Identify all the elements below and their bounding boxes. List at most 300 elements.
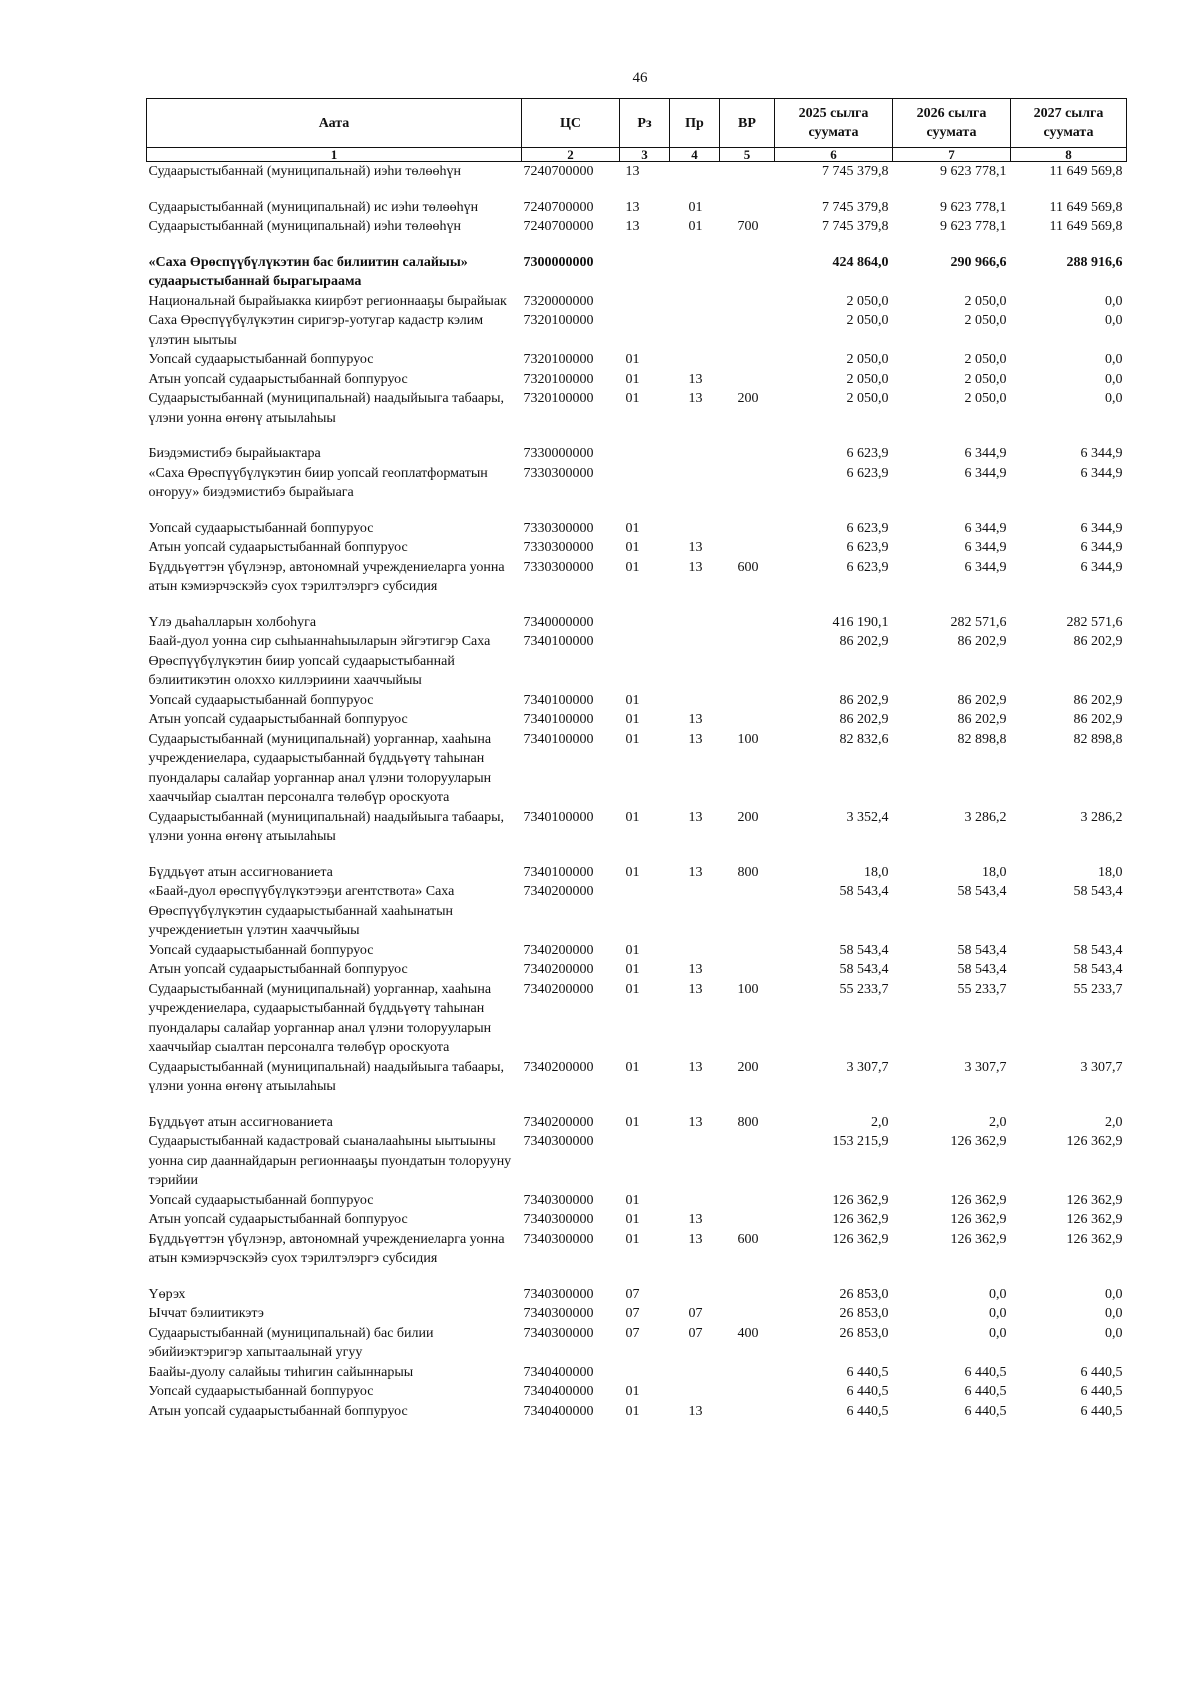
header-name: Аата [147,99,522,148]
row-name: Уопсай судаарыстыбаннай боппуруос [148,692,374,708]
row-spacer-cell [147,847,1127,863]
row-amount-2026: 6 344,9 [964,446,1007,461]
table-row [147,1363,1127,1383]
row-name: Судаарыстыбаннай (муниципальнай) иэһи төлөөһүн [148,219,461,234]
table-row [147,292,1127,312]
row-amount-2025: 7 745 379,8 [822,219,889,234]
row-name: Судаарыстыбаннай (муниципальнай) наадыйыыга табаары, үлэни уонна өҥөнү атыылаһыы [148,391,505,426]
row-name: Үлэ дьаһалларын холбоһуга [148,614,317,630]
row-amount-2026: 6 344,9 [964,520,1007,536]
row-cs-code: 7320000000 [523,293,594,309]
row-cs-code: 7340200000 [523,962,594,977]
row-amount-2026: 9 623 778,1 [940,219,1007,234]
row-name: Уопсай судаарыстыбаннай боппуруос [148,942,374,958]
row-rz-code [620,292,670,312]
row-amount-2026: 126 362,9 [950,1212,1007,1227]
row-name: Судаарыстыбаннай (муниципальнай) наадыйыыга табаары, үлэни уонна өҥөнү атыылаһыы [148,1059,505,1094]
row-amount-2025: 2 050,0 [846,391,889,406]
row-cs-code: 7340400000 [523,1403,594,1419]
row-cs-code: 7330300000 [523,520,594,536]
row-rz-code: 01 [625,1403,640,1419]
row-amount-2025: 26 853,0 [839,1286,889,1302]
row-pr-code [670,350,720,370]
row-name: Атын уопсай судаарыстыбаннай боппуруос [148,371,408,387]
row-rz-code: 01 [625,962,640,977]
row-spacer-cell [147,237,1127,253]
table-row [147,1113,1127,1133]
row-cs-code: 7340100000 [523,634,594,649]
row-amount-2026: 0,0 [989,1325,1007,1341]
row-vr-code: 400 [737,1325,759,1341]
row-rz-code: 07 [625,1325,640,1341]
row-amount-2026: 9 623 778,1 [940,164,1007,179]
table-row [147,444,1127,464]
row-amount-2026: 86 202,9 [957,634,1007,649]
column-number: 1 [147,148,522,162]
table-row [147,1058,1127,1097]
row-amount-2026: 58 543,4 [957,884,1007,899]
table-row [147,217,1127,237]
row-amount-2026: 58 543,4 [957,942,1007,958]
table-row [147,311,1127,350]
row-amount-2026: 86 202,9 [957,692,1007,708]
row-rz-code [620,613,670,633]
table-row [147,1402,1127,1422]
row-amount-2025: 126 362,9 [832,1231,889,1247]
row-amount-2025: 6 440,5 [846,1403,889,1419]
row-pr-code [670,691,720,711]
row-amount-2025: 6 623,9 [846,465,889,481]
row-rz-code: 01 [625,540,640,555]
row-cs-code: 7240700000 [523,219,594,234]
row-name: Национальнай бырайыакка киирбэт регионнааҕы бырайыак [148,293,507,309]
row-vr-code [720,1304,775,1324]
row-amount-2026: 0,0 [989,1286,1007,1302]
row-cs-code: 7320100000 [523,391,594,406]
table-row [147,941,1127,961]
table-row [147,960,1127,980]
row-pr-code [670,311,720,350]
row-amount-2025: 126 362,9 [832,1192,889,1208]
row-amount-2026: 6 440,5 [964,1403,1007,1419]
row-amount-2026: 2 050,0 [964,293,1007,309]
column-number: 6 [775,148,893,162]
row-name: Атын уопсай судаарыстыбаннай боппуруос [148,1403,408,1419]
row-amount-2027: 6 440,5 [1080,1364,1123,1380]
row-amount-2025: 126 362,9 [832,1212,889,1227]
table-row [147,1324,1127,1363]
row-vr-code: 200 [737,809,759,825]
header-2027: 2027 сылга суумата [1011,99,1127,148]
row-rz-code: 01 [625,520,640,536]
row-vr-code: 800 [737,1114,759,1130]
row-rz-code [620,253,670,292]
row-name: «Баай-дуол өрөспүүбүлүкэтээҕи агентствота» Саха Өрөспүүбүлүкэтин судаарыстыбаннай хааһынатын учреждениетын үлэтин хааччыйыы [148,884,455,938]
row-vr-code: 700 [737,219,759,234]
row-amount-2026: 2,0 [989,1114,1007,1130]
row-amount-2026: 126 362,9 [950,1192,1007,1208]
row-pr-code: 13 [688,809,703,825]
row-cs-code: 7340100000 [523,692,594,708]
row-name: Атын уопсай судаарыстыбаннай боппуруос [148,712,408,727]
row-rz-code: 01 [625,559,640,575]
row-pr-code: 13 [688,391,703,406]
table-row [147,370,1127,390]
row-name: Судаарыстыбаннай (муниципальнай) уорганнар, хааһына учреждениелара, судаарыстыбаннай бүддьүөтү таһынан пуондалары салайар уорганнар анал үлэни толорууларын хааччыйар сыалтан персоналга төлөбүр ороскуота [148,731,492,805]
row-pr-code: 07 [688,1306,703,1321]
row-cs-code: 7340100000 [523,712,594,727]
row-rz-code [620,444,670,464]
row-pr-code: 13 [688,1403,703,1419]
row-amount-2025: 58 543,4 [839,884,889,899]
row-spacer-cell [147,503,1127,519]
row-amount-2025: 18,0 [864,864,889,880]
row-cs-code: 7340200000 [523,884,594,899]
row-pr-code: 13 [688,981,703,997]
row-vr-code [720,710,775,730]
row-name: Уопсай судаарыстыбаннай боппуруос [148,1384,374,1399]
row-pr-code [670,519,720,539]
row-name: Бүддьүөт атын ассигнованиета [148,864,333,880]
row-amount-2025: 3 307,7 [846,1059,889,1075]
row-cs-code: 7340300000 [523,1286,594,1302]
row-pr-code [670,1132,720,1191]
header-rz: Рз [620,99,670,148]
row-amount-2026: 290 966,6 [950,254,1007,270]
row-vr-code [720,941,775,961]
row-amount-2025: 6 623,9 [846,446,889,461]
row-amount-2027: 6 344,9 [1080,520,1123,536]
row-cs-code: 7340100000 [523,731,594,747]
table-row [147,389,1127,428]
row-rz-code: 01 [625,981,640,997]
row-rz-code: 01 [625,809,640,825]
row-cs-code: 7340300000 [523,1306,594,1321]
row-spacer [147,503,1127,519]
row-amount-2025: 86 202,9 [839,634,889,649]
row-cs-code: 7340300000 [523,1192,594,1208]
budget-table [146,98,1127,1421]
row-amount-2027: 82 898,8 [1073,731,1123,747]
table-row [147,613,1127,633]
row-amount-2027: 86 202,9 [1073,692,1123,708]
row-pr-code [670,941,720,961]
row-name: Атын уопсай судаарыстыбаннай боппуруос [148,1212,408,1227]
row-name: Биэдэмистибэ бырайыактара [148,446,321,461]
row-spacer-cell [147,1269,1127,1285]
row-amount-2027: 0,0 [1105,293,1123,309]
row-rz-code: 01 [625,1114,640,1130]
row-amount-2027: 126 362,9 [1066,1192,1123,1208]
row-vr-code: 200 [737,391,759,406]
row-vr-code [720,350,775,370]
row-amount-2026: 6 440,5 [964,1364,1007,1380]
row-vr-code [720,370,775,390]
row-amount-2025: 58 543,4 [839,942,889,958]
row-spacer-cell [147,428,1127,444]
table-header [147,99,1127,162]
row-name: Баайы-дуолу салайыы тиһигин сайыннарыы [148,1364,414,1380]
row-amount-2025: 6 623,9 [846,540,889,555]
row-vr-code: 800 [737,864,759,880]
row-spacer [147,1269,1127,1285]
row-name: «Саха Өрөспүүбүлүкэтин биир уопсай геоплатформатын оҥоруу» биэдэмистибэ бырайыага [148,465,488,500]
table-row [147,691,1127,711]
row-amount-2025: 6 623,9 [846,559,889,575]
row-amount-2025: 153 215,9 [832,1134,889,1149]
table-row [147,350,1127,370]
row-amount-2027: 0,0 [1105,1325,1123,1341]
row-pr-code: 13 [688,864,703,880]
header-cs: ЦС [522,99,620,148]
table-row [147,162,1127,182]
row-rz-code: 01 [625,864,640,880]
row-amount-2025: 6 623,9 [846,520,889,536]
row-vr-code [720,691,775,711]
table-row [147,253,1127,292]
row-pr-code [670,444,720,464]
row-name: Судаарыстыбаннай (муниципальнай) ис иэһи төлөөһүн [148,199,479,215]
row-amount-2027: 86 202,9 [1073,634,1123,649]
table-row [147,863,1127,883]
row-amount-2025: 86 202,9 [839,712,889,727]
row-amount-2027: 55 233,7 [1073,981,1123,997]
row-vr-code: 600 [737,559,759,575]
row-cs-code: 7330300000 [523,559,594,575]
row-vr-code [720,1191,775,1211]
row-name: Атын уопсай судаарыстыбаннай боппуруос [148,540,408,555]
row-pr-code [670,162,720,182]
row-rz-code: 07 [625,1306,640,1321]
row-cs-code: 7340100000 [523,809,594,825]
table-row [147,1382,1127,1402]
row-name: «Саха Өрөспүүбүлүкэтин бас билиитин салайыы» судаарыстыбаннай бырагыраама [148,254,468,289]
row-pr-code [670,292,720,312]
row-amount-2026: 86 202,9 [957,712,1007,727]
row-amount-2025: 26 853,0 [839,1306,889,1321]
row-name: Судаарыстыбаннай (муниципальнай) иэһи төлөөһүн [148,164,461,179]
row-pr-code: 13 [688,1212,703,1227]
row-cs-code: 7330300000 [523,540,594,555]
row-rz-code [620,882,670,941]
column-number: 3 [620,148,670,162]
row-vr-code [720,162,775,182]
row-cs-code: 7340300000 [523,1134,594,1149]
table-row [147,519,1127,539]
row-amount-2026: 282 571,6 [950,614,1007,630]
row-amount-2025: 55 233,7 [839,981,889,997]
row-cs-code: 7340400000 [523,1384,594,1399]
row-pr-code [670,1191,720,1211]
row-amount-2025: 2,0 [871,1114,889,1130]
row-amount-2027: 6 440,5 [1080,1403,1123,1419]
row-rz-code: 01 [625,942,640,958]
row-cs-code: 7340300000 [523,1231,594,1247]
row-cs-code: 7340200000 [523,1114,594,1130]
row-amount-2026: 3 286,2 [964,809,1007,825]
row-spacer [147,237,1127,253]
row-name: Үөрэх [148,1286,186,1302]
row-rz-code [620,632,670,691]
row-pr-code: 13 [688,540,703,555]
row-amount-2025: 424 864,0 [832,254,889,270]
row-pr-code [670,1382,720,1402]
row-pr-code [670,464,720,503]
row-amount-2027: 2,0 [1105,1114,1123,1130]
header-2025: 2025 сылга суумата [775,99,893,148]
row-vr-code [720,1132,775,1191]
row-name: Уопсай судаарыстыбаннай боппуруос [148,1192,374,1208]
row-pr-code: 07 [688,1325,703,1341]
row-rz-code: 01 [625,352,640,367]
row-vr-code [720,1285,775,1305]
table-row [147,1230,1127,1269]
row-rz-code [620,464,670,503]
row-amount-2027: 6 344,9 [1080,465,1123,481]
row-amount-2025: 416 190,1 [832,614,889,630]
row-name: Судаарыстыбаннай (муниципальнай) уорганнар, хааһына учреждениелара, судаарыстыбаннай бүддьүөтү таһынан пуондалары салайар уорганнар анал үлэни толорууларын хааччыйар сыалтан персоналга төлөбүр ороскуота [148,981,492,1055]
row-spacer [147,847,1127,863]
row-vr-code [720,519,775,539]
row-amount-2027: 6 440,5 [1080,1384,1123,1399]
row-amount-2025: 2 050,0 [846,293,889,309]
row-amount-2025: 6 440,5 [846,1384,889,1399]
row-amount-2027: 0,0 [1105,371,1123,387]
row-amount-2027: 282 571,6 [1066,614,1123,630]
table-row [147,730,1127,808]
row-amount-2027: 3 307,7 [1080,1059,1123,1075]
column-number: 2 [522,148,620,162]
row-name: Бүддьүөт атын ассигнованиета [148,1114,333,1130]
row-spacer [147,428,1127,444]
row-name: Бүддьүөттэн үбүлэнэр, автономнай учреждениеларга уонна атын кэмиэрчэскэйэ суох тэрилтэлэргэ субсидия [148,1231,505,1266]
header-2026: 2026 сылга суумата [893,99,1011,148]
row-spacer-cell [147,1097,1127,1113]
row-cs-code: 7340300000 [523,1325,594,1341]
row-rz-code: 13 [625,199,640,215]
column-number: 4 [670,148,720,162]
row-amount-2025: 58 543,4 [839,962,889,977]
row-amount-2025: 82 832,6 [839,731,889,747]
row-name: Судаарыстыбаннай (муниципальнай) наадыйыыга табаары, үлэни уонна өҥөнү атыылаһыы [148,809,505,844]
row-cs-code: 7340100000 [523,864,594,880]
row-amount-2026: 126 362,9 [950,1231,1007,1247]
row-rz-code [620,1132,670,1191]
row-amount-2025: 6 440,5 [846,1364,889,1380]
row-amount-2025: 3 352,4 [846,809,889,825]
row-vr-code [720,882,775,941]
row-cs-code: 7330300000 [523,465,594,481]
row-amount-2027: 11 649 569,8 [1049,164,1123,179]
row-vr-code: 100 [737,731,759,747]
row-amount-2026: 2 050,0 [964,352,1007,367]
row-pr-code: 13 [688,559,703,575]
row-cs-code: 7330000000 [523,446,594,461]
row-amount-2026: 3 307,7 [964,1059,1007,1075]
row-vr-code [720,292,775,312]
row-vr-code [720,444,775,464]
row-amount-2026: 2 050,0 [964,371,1007,387]
row-amount-2026: 2 050,0 [964,313,1007,328]
row-vr-code [720,1402,775,1422]
column-number: 8 [1011,148,1127,162]
row-name: Судаарыстыбаннай (муниципальнай) бас билии эбийиэктэригэр хапытаалынай угуу [148,1325,434,1360]
row-amount-2027: 11 649 569,8 [1049,219,1123,234]
row-rz-code: 01 [625,1059,640,1075]
row-amount-2027: 86 202,9 [1073,712,1123,727]
row-name: Уопсай судаарыстыбаннай боппуруос [148,520,374,536]
row-spacer [147,1097,1127,1113]
row-amount-2025: 7 745 379,8 [822,199,889,215]
row-amount-2027: 18,0 [1098,864,1123,880]
row-rz-code: 01 [625,692,640,708]
row-name: Саха Өрөспүүбүлүкэтин сиригэр-уотугар кадастр кэлим үлэтин ыытыы [148,313,484,348]
row-cs-code: 7240700000 [523,164,594,179]
row-amount-2027: 58 543,4 [1073,962,1123,977]
row-amount-2026: 55 233,7 [957,981,1007,997]
column-number: 5 [720,148,775,162]
column-number: 7 [893,148,1011,162]
row-rz-code: 07 [625,1286,640,1302]
row-amount-2027: 126 362,9 [1066,1231,1123,1247]
table-body [147,162,1127,1422]
row-amount-2025: 2 050,0 [846,313,889,328]
row-cs-code: 7300000000 [523,254,594,270]
row-cs-code: 7340000000 [523,614,594,630]
row-name: Уопсай судаарыстыбаннай боппуруос [148,352,374,367]
row-rz-code: 01 [625,1231,640,1247]
row-vr-code [720,253,775,292]
row-pr-code [670,613,720,633]
table-row [147,1304,1127,1324]
row-amount-2027: 0,0 [1105,313,1123,328]
row-pr-code: 13 [688,731,703,747]
row-rz-code: 01 [625,712,640,727]
row-pr-code [670,1363,720,1383]
row-pr-code [670,632,720,691]
row-amount-2027: 0,0 [1105,391,1123,406]
row-pr-code: 13 [688,1059,703,1075]
row-pr-code: 13 [688,962,703,977]
row-cs-code: 7320100000 [523,352,594,367]
row-amount-2026: 0,0 [989,1306,1007,1321]
row-amount-2027: 0,0 [1105,1306,1123,1321]
row-vr-code [720,1210,775,1230]
row-amount-2025: 26 853,0 [839,1325,889,1341]
row-name: Атын уопсай судаарыстыбаннай боппуруос [148,962,408,977]
row-rz-code: 01 [625,731,640,747]
row-rz-code: 13 [625,219,640,234]
row-amount-2027: 58 543,4 [1073,942,1123,958]
page-number: 46 [632,70,648,86]
row-amount-2026: 18,0 [982,864,1007,880]
row-vr-code [720,613,775,633]
row-vr-code [720,1363,775,1383]
row-rz-code [620,311,670,350]
table-row [147,198,1127,218]
row-amount-2027: 0,0 [1105,352,1123,367]
row-cs-code: 7320100000 [523,371,594,387]
row-amount-2027: 126 362,9 [1066,1212,1123,1227]
row-amount-2026: 2 050,0 [964,391,1007,406]
row-cs-code: 7340400000 [523,1364,594,1380]
row-amount-2026: 126 362,9 [950,1134,1007,1149]
row-pr-code: 13 [688,1231,703,1247]
row-amount-2027: 6 344,9 [1080,540,1123,555]
row-amount-2027: 6 344,9 [1080,446,1123,461]
row-vr-code [720,960,775,980]
table-row [147,980,1127,1058]
